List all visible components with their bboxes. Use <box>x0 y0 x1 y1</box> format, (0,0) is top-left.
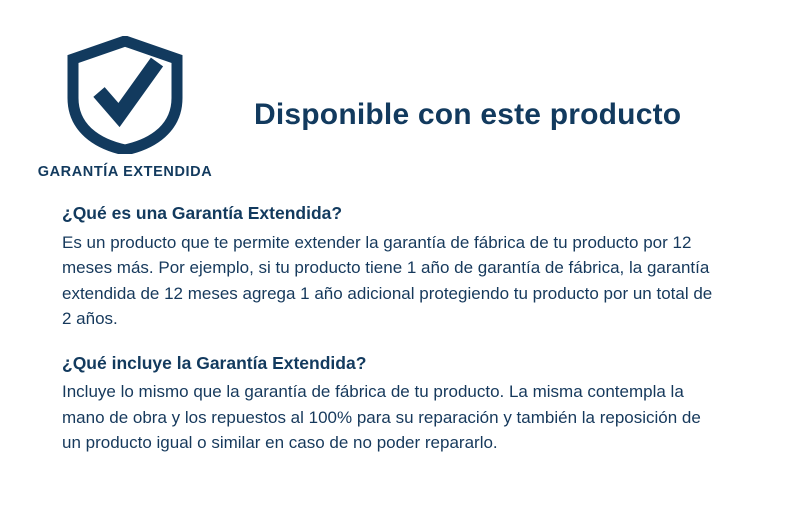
warranty-badge <box>0 30 250 180</box>
faq-answer: Incluye lo mismo que la garantía de fábrica de tu producto. La misma contempla la mano de obra y los repuestos al 100% para su reparación y también la reposición de un producto igual o similar en caso de no poder repararlo. <box>62 382 701 453</box>
badge-caption: GARANTÍA EXTENDIDA <box>37 164 213 180</box>
faq-question: ¿Qué es una Garantía Extendida? <box>62 203 343 223</box>
shield-check-icon <box>65 36 185 154</box>
faq-question: ¿Qué incluye la Garantía Extendida? <box>62 352 367 373</box>
faq-item <box>62 352 738 456</box>
faq-content <box>0 180 800 456</box>
page-header <box>0 0 800 180</box>
faq-answer: Es un producto que te permite extender la garantía de fábrica de tu producto por 12 meses más. Por ejemplo, si tu producto tiene 1 año de garantía de fábrica, la garantía extendida de 12 meses agrega 1 año adicional protegiendo tu producto por un total de 2 años. <box>62 232 713 329</box>
faq-item <box>62 202 738 332</box>
page-title: Disponible con este producto <box>254 98 682 131</box>
